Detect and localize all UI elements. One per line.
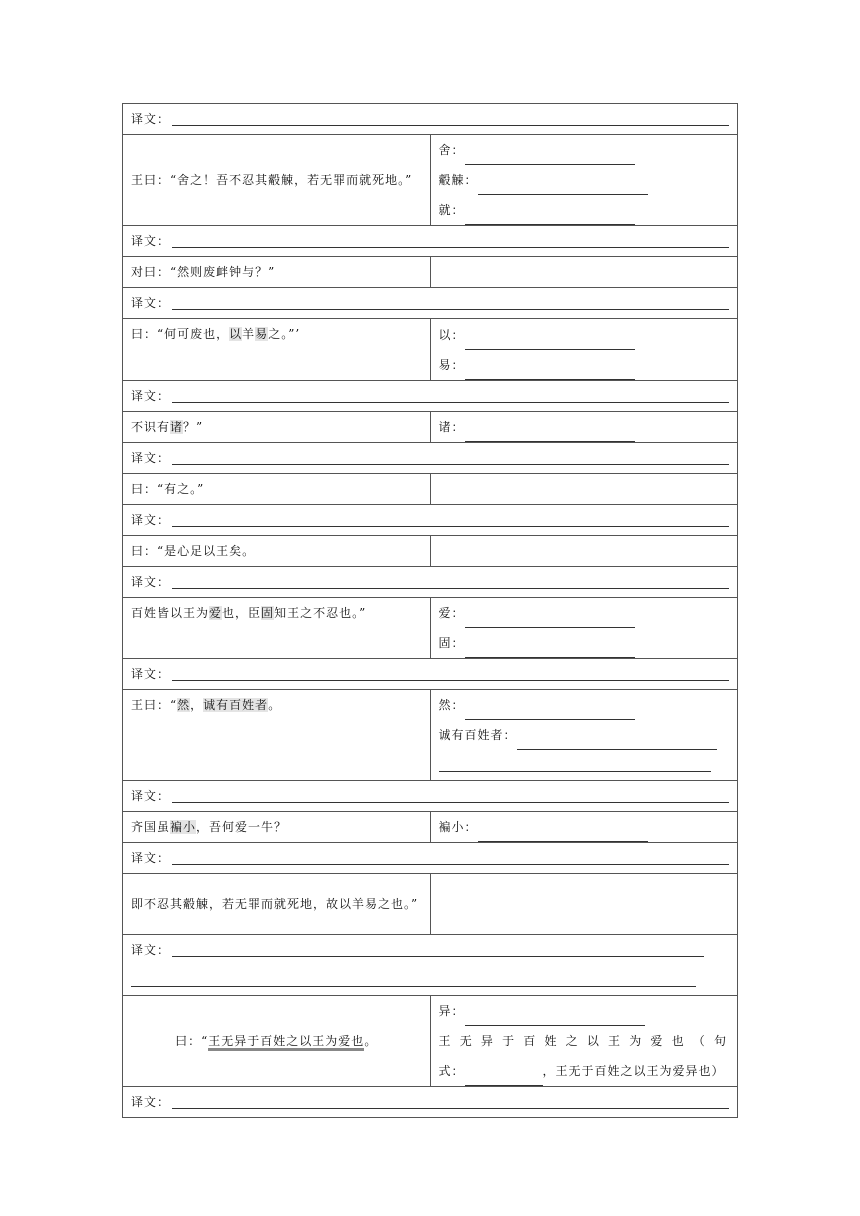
note-label: ，王无于百姓之以王为爱异也） (542, 1064, 725, 1078)
note-blank[interactable] (465, 147, 635, 165)
translation-label: 译文： (131, 296, 171, 310)
sentence-text: 对曰：“然则废衅钟与？” (131, 265, 276, 279)
translation-blank[interactable] (172, 939, 704, 957)
notes-cell (430, 474, 738, 505)
note-label: 王无异于百姓之以王为爱也（句 (438, 1034, 729, 1048)
note-label: 就： (438, 203, 465, 217)
sentence-text: 羊 (242, 327, 256, 341)
note-label: 然： (438, 698, 465, 712)
sentence-text: 。 (268, 698, 282, 712)
note-blank[interactable] (478, 177, 648, 195)
sentence-text: 曰：“有之。” (131, 482, 205, 496)
sentence-text: 齐国虽 (131, 820, 171, 834)
notes-cell (430, 812, 738, 843)
note-label: 诚有百姓者： (438, 728, 517, 742)
sentence-row (123, 598, 738, 659)
translation-blank[interactable] (172, 785, 729, 803)
note-label: 式： (438, 1064, 465, 1078)
translation-blank[interactable] (172, 447, 729, 465)
notes-cell (430, 257, 738, 288)
translation-label: 译文： (131, 389, 171, 403)
note-blank[interactable] (517, 732, 717, 750)
sentence-text: 王曰：“舍之！吾不忍其觳觫，若无罪而就死地。” (131, 173, 413, 187)
note-label: 褊小： (438, 820, 478, 834)
translation-label: 译文： (131, 851, 171, 865)
translation-row (123, 443, 738, 474)
notes-cell (430, 874, 738, 935)
translation-label: 译文： (131, 789, 171, 803)
notes-cell (430, 598, 738, 659)
sentence-row (123, 135, 738, 226)
translation-blank[interactable] (172, 509, 729, 527)
translation-row (123, 843, 738, 874)
sentence-text: 百姓皆以王为 (131, 606, 210, 620)
translation-label: 译文： (131, 1095, 171, 1109)
sentence-row (123, 874, 738, 935)
translation-row (123, 567, 738, 598)
translation-blank[interactable] (172, 292, 729, 310)
sentence-text: 曰：“是心足以王矣。 (131, 544, 256, 558)
note-label: 觳觫： (438, 173, 478, 187)
highlighted-word: 然 (177, 698, 191, 712)
note-label: 爱： (438, 606, 465, 620)
sentence-text: ？” (183, 420, 204, 434)
notes-cell (430, 319, 738, 381)
highlighted-word: 爱 (209, 606, 223, 620)
translation-label: 译文： (131, 451, 171, 465)
sentence-row (123, 690, 738, 781)
sentence-cell (123, 996, 431, 1087)
translation-label: 译文： (131, 234, 171, 248)
highlighted-word: 诚有百姓者 (203, 698, 269, 712)
notes-cell (430, 536, 738, 567)
underlined-sentence: 王无异于百姓之以王为爱也 (208, 1034, 364, 1051)
sentence-text: 也，臣 (222, 606, 262, 620)
translation-blank[interactable] (172, 230, 729, 248)
note-label: 以： (438, 327, 465, 342)
sentence-text: 。 (364, 1034, 378, 1048)
highlighted-word: 固 (261, 606, 275, 620)
translation-label: 译文： (131, 667, 171, 681)
highlighted-word: 以 (229, 327, 243, 341)
note-blank[interactable] (465, 640, 635, 658)
translation-row (123, 288, 738, 319)
translation-blank[interactable] (172, 571, 729, 589)
sentence-cell (123, 598, 431, 659)
note-blank[interactable] (478, 824, 648, 842)
notes-cell (430, 412, 738, 443)
translation-row (123, 1087, 738, 1118)
translation-label: 译文： (131, 575, 171, 589)
note-label: 舍： (438, 143, 465, 157)
highlighted-word: 易 (255, 327, 269, 341)
translation-row (123, 505, 738, 536)
note-blank[interactable] (465, 1068, 543, 1086)
translation-row (123, 659, 738, 690)
sentence-cell (123, 257, 431, 288)
note-blank[interactable] (465, 332, 635, 350)
translation-label: 译文： (131, 943, 171, 957)
note-label: 诸： (438, 420, 465, 434)
sentence-text: ，吾何爱一牛？ (196, 820, 288, 834)
translation-blank[interactable] (172, 385, 729, 403)
sentence-text: ， (190, 698, 204, 712)
sentence-row (123, 412, 738, 443)
note-label: 固： (438, 636, 465, 650)
note-blank[interactable] (465, 702, 635, 720)
sentence-row (123, 812, 738, 843)
sentence-row (123, 536, 738, 567)
note-blank[interactable] (465, 610, 635, 628)
translation-blank[interactable] (172, 1091, 729, 1109)
translation-row (123, 226, 738, 257)
sentence-row (123, 996, 738, 1087)
translation-blank[interactable] (172, 847, 729, 865)
sentence-text: 知王之不忍也。” (274, 606, 367, 620)
note-blank[interactable] (439, 754, 711, 772)
sentence-cell (123, 874, 431, 935)
translation-row (123, 104, 738, 135)
sentence-text: 即不忍其觳觫，若无罪而就死地，故以羊易之也。” (131, 897, 419, 911)
highlighted-word: 褊小 (170, 820, 197, 834)
sentence-cell (123, 812, 431, 843)
notes-cell (430, 690, 738, 781)
sentence-cell (123, 412, 431, 443)
note-label: 异： (438, 1004, 465, 1018)
notes-cell (430, 135, 738, 226)
translation-row (123, 381, 738, 412)
notes-cell (430, 996, 738, 1087)
translation-blank[interactable] (172, 108, 729, 126)
sentence-row (123, 474, 738, 505)
note-blank[interactable] (465, 424, 635, 442)
translation-row (123, 781, 738, 812)
highlighted-word: 诸 (170, 420, 184, 434)
sentence-cell (123, 135, 431, 226)
sentence-cell (123, 474, 431, 505)
sentence-text: 王曰：“ (131, 698, 178, 712)
note-blank[interactable] (465, 362, 635, 380)
sentence-text: 曰：“何可废也， (131, 327, 230, 341)
sentence-cell (123, 690, 431, 781)
sentence-text: 不识有 (131, 420, 171, 434)
note-blank[interactable] (465, 1008, 645, 1026)
worksheet-table (122, 103, 738, 1118)
note-blank[interactable] (465, 207, 635, 225)
sentence-cell (123, 319, 431, 381)
sentence-text: 之。”’ (268, 327, 301, 341)
translation-blank[interactable] (131, 969, 696, 987)
translation-row (123, 935, 738, 996)
translation-label: 译文： (131, 112, 171, 126)
sentence-text: 曰：“ (175, 1034, 209, 1048)
sentence-row (123, 319, 738, 381)
sentence-row (123, 257, 738, 288)
translation-label: 译文： (131, 513, 171, 527)
note-label: 易： (438, 357, 465, 372)
translation-blank[interactable] (172, 663, 729, 681)
sentence-cell (123, 536, 431, 567)
